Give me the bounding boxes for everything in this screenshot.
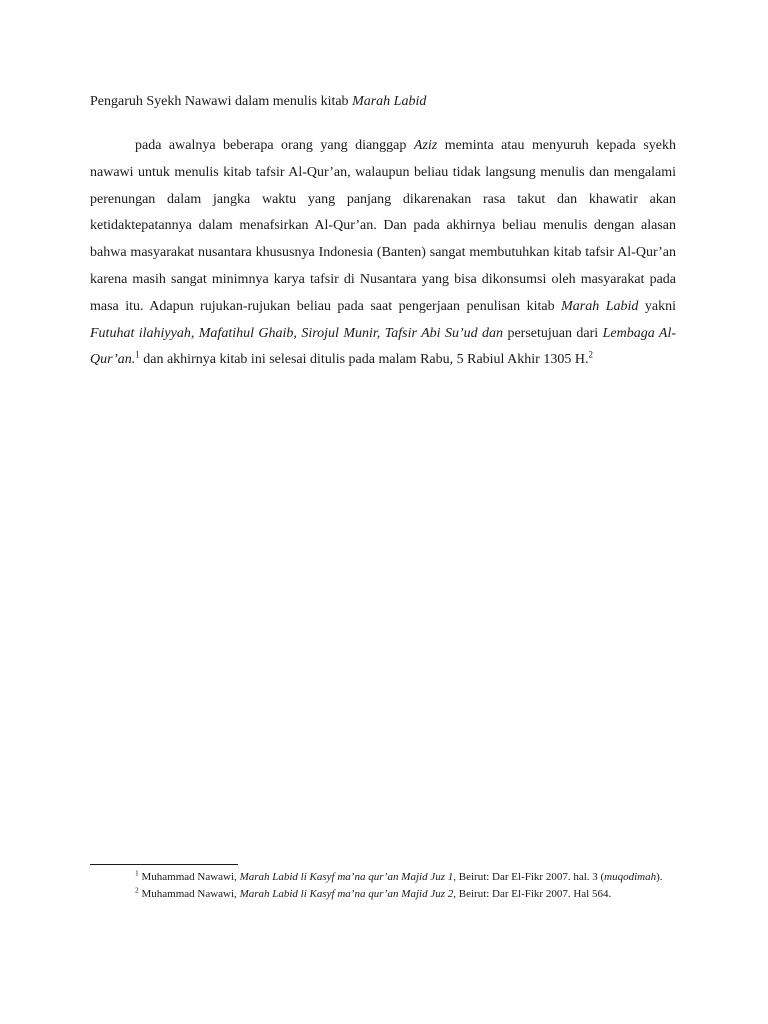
paragraph-text: dan akhirnya kitab ini selesai ditulis pada malam Rabu, 5 Rabiul Akhir 1305 H. — [139, 352, 589, 368]
paragraph-text: yakni — [638, 298, 676, 314]
footnote-number: 2 — [135, 884, 139, 894]
paragraph-text: persetujuan dari — [503, 325, 603, 341]
paragraph-italic: Lembaga Al-Qur’an. — [90, 325, 676, 368]
footnote-citation: Beirut: Dar El-Fikr 2007. hal. 3 ( — [456, 871, 605, 883]
footnote-2 — [90, 886, 676, 903]
footnote-author: Muhammad Nawawi, — [138, 871, 240, 883]
footnote-book-title: Marah Labid li Kasyf ma’na qur’an Majid Juz 1, — [239, 871, 456, 883]
footnote-reference-1[interactable]: 1 — [135, 349, 140, 360]
section-heading — [90, 93, 426, 111]
paragraph-italic: Aziz — [413, 138, 438, 153]
paragraph-italic: Marah Labid — [561, 298, 639, 314]
heading-book-title: Marah Labid — [352, 94, 427, 109]
heading-text: Pengaruh Syekh Nawawi dalam menulis kitab — [90, 94, 353, 109]
footnote-citation: Beirut: Dar El-Fikr 2007. Hal 564. — [456, 887, 612, 900]
body-paragraph — [90, 133, 676, 374]
footnote-reference-2[interactable]: 2 — [588, 349, 593, 360]
paragraph-text: meminta atau menyuruh kepada syekh nawawi untuk menulis kitab tafsir Al-Qur’an, walaupun beliau tidak langsung menulis dan mengalami perenungan dalam jangka waktu yang panjang dikarenakan rasa takut dan khawatir akan ketidaktepatannya dalam menafsirkan Al-Qur’an. Dan pada akhirnya beliau menulis dengan alasan bahwa masyarakat nusantara khususnya Indonesia (Banten) sangat membutuhkan kitab tafsir Al-Qur’an karena masih sangat minimnya karya tafsir di Nusantara yang bisa dikonsumsi oleh masyarakat pada masa itu. Adapun rujukan-rujukan beliau pada saat pengerjaan penulisan kitab — [90, 138, 676, 314]
footnote-number: 1 — [135, 868, 139, 878]
footnote-book-title: Marah Labid li Kasyf ma’na qur’an Majid Juz 2, — [239, 887, 456, 900]
footnote-citation-end: ). — [656, 871, 663, 883]
paragraph-text: pada awalnya beberapa orang yang dianggap — [135, 138, 414, 153]
footnote-1 — [90, 869, 676, 886]
footnote-author: Muhammad Nawawi, — [138, 887, 240, 900]
footnotes — [90, 869, 676, 902]
footnote-italic: muqodimah — [604, 871, 657, 883]
paragraph-italic: Futuhat ilahiyyah, Mafatihul Ghaib, Sirojul Munir, Tafsir Abi Su’ud dan — [90, 325, 504, 341]
footnote-divider — [90, 864, 238, 865]
